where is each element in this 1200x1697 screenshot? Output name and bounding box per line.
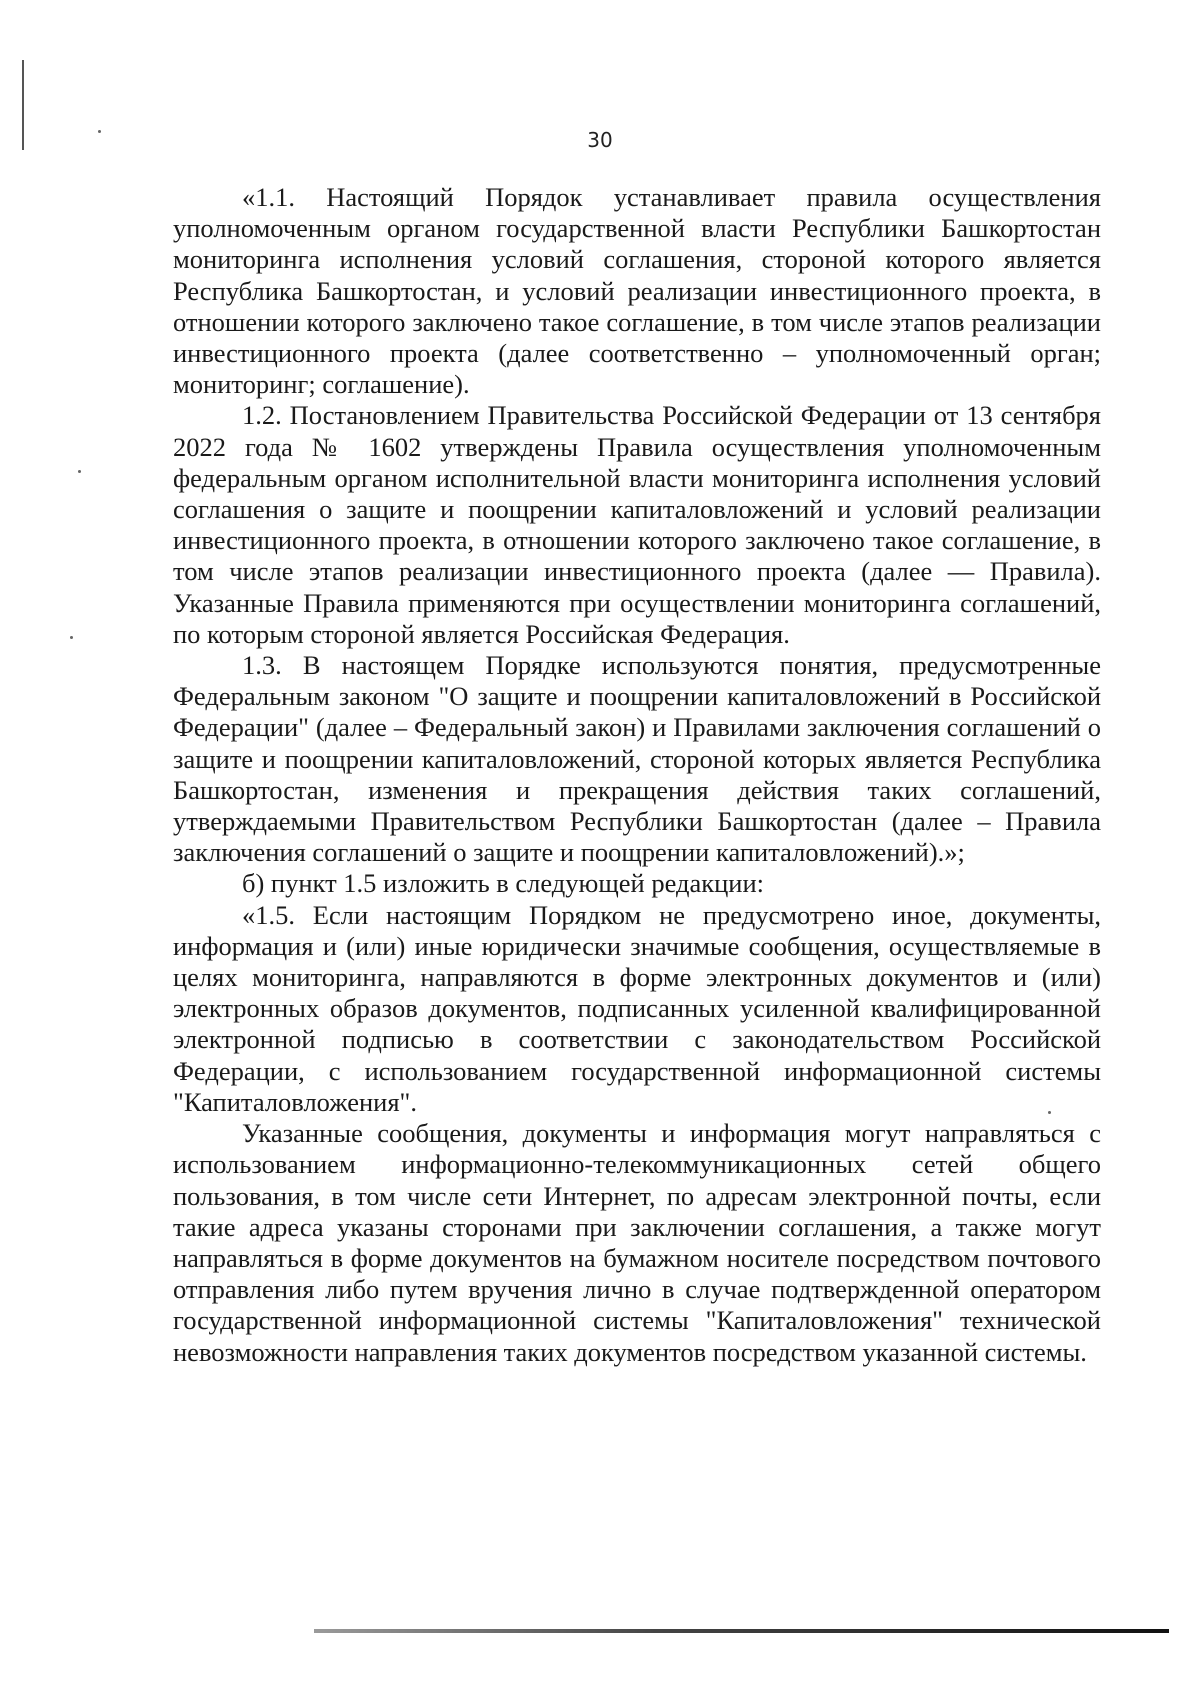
- footer-rule: [314, 1629, 1169, 1633]
- paragraph-1-1: «1.1. Настоящий Порядок устанавливает правила осуществления уполномоченным органом государственной власти Республики Башкортостан мониторинга исполнения условий соглашения, стороной которого является Республика Башкортостан, и условий реализации инвестиционного проекта, в отношении которого заключено такое соглашение, в том числе этапов реализации инвестиционного проекта (далее соответственно – уполномоченный орган; мониторинг; соглашение).: [173, 182, 1101, 400]
- document-body: [173, 182, 1101, 1368]
- scan-speck: [78, 470, 81, 473]
- page-number: 30: [587, 128, 613, 152]
- paragraph-1-2: 1.2. Постановлением Правительства Российской Федерации от 13 сентября 2022 года № 1602 утверждены Правила осуществления уполномоченным федеральным органом исполнительной власти мониторинга исполнения условий соглашения о защите и поощрении капиталовложений и условий реализации инвестиционного проекта, в отношении которого заключено такое соглашение, в том числе этапов реализации инвестиционного проекта (далее — Правила). Указанные Правила применяются при осуществлении мониторинга соглашений, по которым стороной является Российская Федерация.: [173, 400, 1101, 649]
- scan-speck: [70, 636, 73, 639]
- paragraph-1-5-continued: Указанные сообщения, документы и информация могут направляться с использованием информационно-телекоммуникационных сетей общего пользования, в том числе сети Интернет, по адресам электронной почты, если такие адреса указаны сторонами при заключении соглашения, а также могут направляться в форме документов на бумажном носителе посредством почтового отправления либо путем вручения лично в случае подтвержденной оператором государственной информационной системы "Капиталовложения" технической невозможности направления таких документов посредством указанной системы.: [173, 1118, 1101, 1367]
- paragraph-item-b: б) пункт 1.5 изложить в следующей редакции:: [242, 868, 765, 899]
- paragraph-1-5: «1.5. Если настоящим Порядком не предусмотрено иное, документы, информация и (или) иные юридически значимые сообщения, осуществляемые в целях мониторинга, направляются в форме электронных документов и (или) электронных образов документов, подписанных усиленной квалифицированной электронной подписью в соответствии с законодательством Российской Федерации, с использованием государственной информационной системы "Капиталовложения".: [173, 899, 1101, 1117]
- paragraph-1-3: 1.3. В настоящем Порядке используются понятия, предусмотренные Федеральным законом "О защите и поощрении капиталовложений в Российской Федерации" (далее – Федеральный закон) и Правилами заключения соглашений о защите и поощрении капиталовложений, стороной которых является Республика Башкортостан, изменения и прекращения действия таких соглашений, утверждаемыми Правительством Республики Башкортостан (далее – Правила заключения соглашений о защите и поощрении капиталовложений).»;: [173, 650, 1101, 868]
